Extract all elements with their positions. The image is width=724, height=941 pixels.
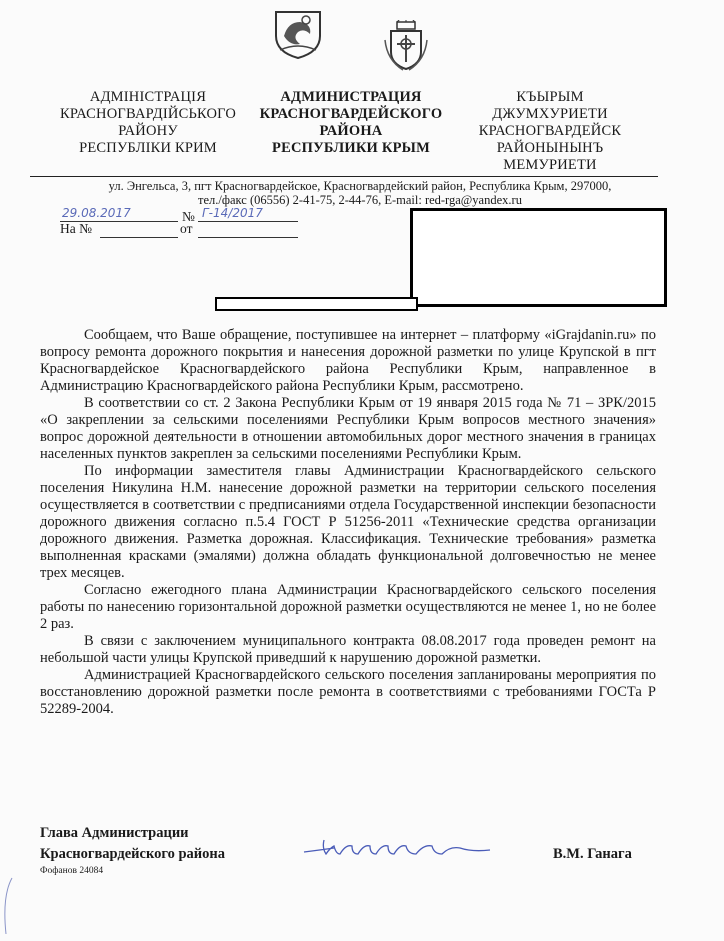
handwritten-signature — [300, 832, 500, 866]
number-line — [198, 221, 298, 222]
header-line: АДМІНІСТРАЦІЯ — [89, 89, 207, 105]
crimea-emblem-icon — [270, 6, 326, 62]
margin-mark — [0, 876, 14, 936]
letter-body — [40, 327, 656, 718]
header-line: КЪЫРЫМ — [516, 89, 584, 105]
address-line-2: тел./факс (06556) 2-41-75, 2-44-76, E-mail: red-rga@yandex.ru — [198, 193, 522, 207]
header-crimean-tatar — [462, 89, 638, 174]
from-label: от — [180, 221, 193, 236]
body-paragraph: Сообщаем, что Ваше обращение, поступившее на интернет – платформу «iGrajdanin.ru» по вопросу ремонта дорожного покрытия и нанесения дорожной разметки по улице Крупской в пгт Красногвардейское Красногвардейского района Республики Крым, направленное в Администрацию Красногвардейского района Республики Крым, рассмотрено. — [40, 327, 656, 394]
registration-block — [60, 206, 320, 240]
executor-note: Фофанов 24084 — [40, 866, 104, 876]
signatory-title — [40, 823, 225, 865]
header-line: РЕСПУБЛІКИ КРИМ — [79, 140, 217, 156]
reply-line — [100, 237, 178, 238]
number-label: № — [182, 209, 195, 224]
header-line: РАЙОНЫНЫНЪ — [496, 140, 604, 156]
header-line: МЕМУРИЕТИ — [503, 157, 597, 173]
date-handwritten: 29.08.2017 — [62, 206, 131, 220]
header-line: РЕСПУБЛИКИ КРЫМ — [272, 140, 430, 156]
body-paragraph: В связи с заключением муниципального контракта 08.08.2017 года проведен ремонт на небольшой части улицы Крупской приведший к нарушению дорожной разметки. — [40, 633, 656, 666]
from-line — [198, 237, 298, 238]
signatory-title-line: Красногвардейского района — [40, 846, 226, 862]
recipient-redaction — [410, 208, 667, 307]
header-line: РАЙОНУ — [118, 123, 178, 139]
body-paragraph: В соответствии со ст. 2 Закона Республики Крым от 19 января 2015 года № 71 – ЗРК/2015 «О закреплении за сельскими поселениями Республики Крым вопросов местного значения» вопрос дорожной деятельности в отношении автомобильных дорог местного значения в границах населенных пунктов закреплен за сельскими поселениями Республики Крым. — [40, 395, 656, 462]
header-line: АДМИНИСТРАЦИЯ — [280, 89, 422, 105]
signatory-name: В.М. Ганага — [553, 846, 632, 862]
header-rule — [30, 176, 658, 177]
district-emblem-icon — [383, 20, 429, 72]
body-paragraph: По информации заместителя главы Администрации Красногвардейского сельского поселения Никулина Н.М. нанесение дорожной разметки на территории сельского поселения осуществляется в соответствии с предписаниями отдела Государственной инспекции безопасности дорожного движения согласно п.5.4 ГОСТ Р 51256-2011 «Технические средства организации дорожного движения. Разметка дорожная. Классификация. Технические требования» разметка выполненная красками (эмалями) должна обладать функциональной долговечностью не менее трех месяцев. — [40, 463, 656, 581]
header-line: КРАСНОГВАРДЕЙСКОГО — [259, 106, 443, 122]
header-line: РАЙОНА — [319, 123, 383, 139]
body-paragraph: Администрацией Красногвардейского сельского поселения запланированы мероприятия по восстановлению дорожной разметки после ремонта в соответствиями с требованиями ГОСТа Р 52289-2004. — [40, 667, 656, 717]
header-line: КРАСНОГВАРДІЙСЬКОГО — [59, 106, 237, 122]
header-russian — [248, 89, 454, 157]
address-line-1: ул. Энгельса, 3, пгт Красногвардейское, Красногвардейский район, Республика Крым, 297000, — [108, 179, 612, 193]
header-ukrainian — [50, 89, 246, 157]
header-line: КРАСНОГВАРДЕЙСК — [478, 123, 622, 139]
header-line: ДЖУМХУРИЕТИ — [492, 106, 608, 122]
number-handwritten: Г-14/2017 — [202, 206, 263, 220]
recipient-name-redaction — [215, 297, 418, 311]
signatory-title-line: Глава Администрации — [40, 825, 189, 841]
body-paragraph: Согласно ежегодного плана Администрации Красногвардейского сельского поселения работы по нанесению горизонтальной дорожной разметки осуществляются не менее 1, но не более 2 раз. — [40, 582, 656, 632]
reply-label: На № — [60, 221, 92, 236]
